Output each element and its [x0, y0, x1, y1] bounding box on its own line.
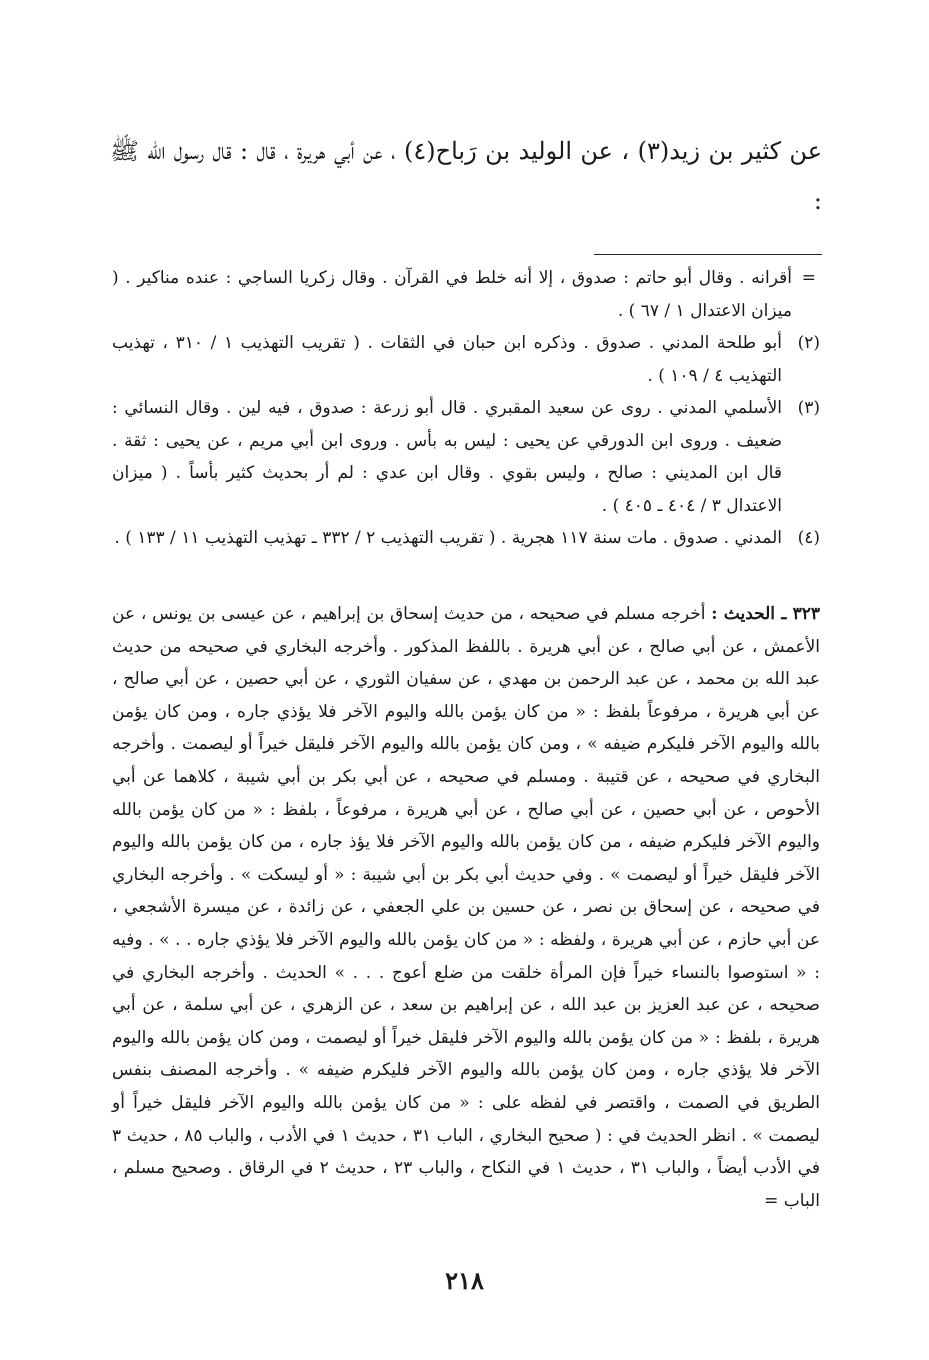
hadith-commentary	[112, 598, 820, 1217]
hadith-commentary-text: أخرجه مسلم في صحيحه ، من حديث إسحاق بن إبراهيم ، عن عيسى بن يونس ، عن الأعمش ، عن أبي صالح ، عن أبي هريرة . باللفظ المذكور . وأخرجه البخاري في صحيحه من حديث عبد الله بن محمد ، عن عبد الرحمن بن مهدي ، عن سفيان الثوري ، عن أبي حصين ، عن أبي صالح ، عن أبي هريرة ، مرفوعاً بلفظ : « من كان يؤمن بالله واليوم الآخر فلا يؤذي جاره ، ومن كان يؤمن بالله واليوم الآخر فليكرم ضيفه » ، ومن كان يؤمن بالله واليوم الآخر فليقل خيراً أو ليصمت . وأخرجه البخاري في صحيحه ، عن قتيبة . ومسلم في صحيحه ، عن أبي بكر بن أبي شيبة ، كلاهما عن أبي الأحوص ، عن أبي حصين ، عن أبي صالح ، عن أبي هريرة ، مرفوعاً ، بلفظ : « من كان يؤمن بالله واليوم الآخر فليكرم ضيفه ، من كان يؤمن بالله واليوم الآخر فلا يؤذ جاره ، من كان يؤمن بالله واليوم الآخر فليقل خيراً أو ليصمت » . وفي حديث أبي بكر بن أبي شيبة : « أو ليسكت » . وأخرجه البخاري في صحيحه ، عن إسحاق بن نصر ، عن حسين بن علي الجعفي ، عن زائدة ، عن ميسرة الأشجعي ، عن أبي حازم ، عن أبي هريرة ، ولفظه : « من كان يؤمن بالله واليوم الآخر فلا يؤذي جاره . . » . وفيه : « استوصوا بالنساء خيراً فإن المرأة خلقت من ضلع أعوج . . . » الحديث . وأخرجه البخاري في صحيحه ، عن عبد العزيز بن عبد الله ، عن إبراهيم بن سعد ، عن الزهري ، عن أبي سلمة ، عن أبي هريرة ، بلفظ : « من كان يؤمن بالله واليوم الآخر فليقل خيراً أو ليصمت ، ومن كان يؤمن بالله واليوم الآخر فلا يؤذي جاره ، ومن كان يؤمن بالله واليوم الآخر فليكرم ضيفه » . وأخرجه المصنف بنفس الطريق في الصمت ، واقتصر في لفظه على : « من كان يؤمن بالله واليوم الآخر فليقل خيراً أو ليصمت » . انظر الحديث في : ( صحيح البخاري ، الباب ٣١ ، حديث ١ في الأدب ، والباب ٨٥ ، حديث ٣ في الأدب أيضاً ، والباب ٣١ ، حديث ١ في النكاح ، والباب ٢٣ ، حديث ٢ في الرقاق . وصحيح مسلم ، الباب =	[112, 604, 821, 1211]
footnote-marker: (٢)	[797, 333, 820, 353]
footnote-divider	[594, 254, 822, 255]
footnote-marker: =	[801, 268, 816, 288]
footnote-2	[112, 327, 820, 392]
footnote-text: أقرانه . وقال أبو حاتم : صدوق ، إلا أنه خلط في القرآن . وقال زكريا الساجي : عنده مناكير . ( ميزان الاعتدال ١ / ٦٧ ) .	[112, 268, 792, 321]
page-number: ٢١٨	[445, 1266, 484, 1295]
hadith-label: ٣٢٣ ـ الحديث :	[711, 604, 820, 624]
footnote-text: أبو طلحة المدني . صدوق . وذكره ابن حبان في الثقات . ( تقريب التهذيب ١ / ٣١٠ ، تهذيب التهذيب ٤ / ١٠٩ ) .	[112, 333, 782, 386]
footnote-marker: (٤)	[797, 528, 820, 548]
main-text-block	[110, 126, 822, 226]
footnote-text: المدني . صدوق . مات سنة ١١٧ هجرية . ( تقريب التهذيب ٢ / ٣٣٢ ـ تهذيب التهذيب ١١ / ١٣٣ ) .	[114, 528, 782, 548]
footnote-3	[112, 392, 820, 522]
footnotes	[112, 262, 820, 555]
footnote-continuation	[112, 262, 820, 327]
footnote-4	[112, 522, 820, 555]
footnote-text: الأسلمي المدني . روى عن سعيد المقبري . قال أبو زرعة : صدوق ، فيه لين . وقال النسائي : ضعيف . وروى ابن الدورقي عن يحيى : ليس به بأس . وروى ابن أبي مريم ، عن يحيى : ثقة . قال ابن المديني : صالح ، وليس بقوي . وقال ابن عدي : لم أر بحديث كثير بأساً . ( ميزان الاعتدال ٣ / ٤٠٤ ـ ٤٠٥ ) .	[112, 398, 782, 516]
main-text-paragraph: عن كثير بن زيد(٣) ، عن الوليد بن رَباح(٤) ، عن أبي هريرة ، قال : قال رسول الله ﷺ :	[110, 137, 823, 215]
footnote-marker: (٣)	[797, 398, 820, 418]
